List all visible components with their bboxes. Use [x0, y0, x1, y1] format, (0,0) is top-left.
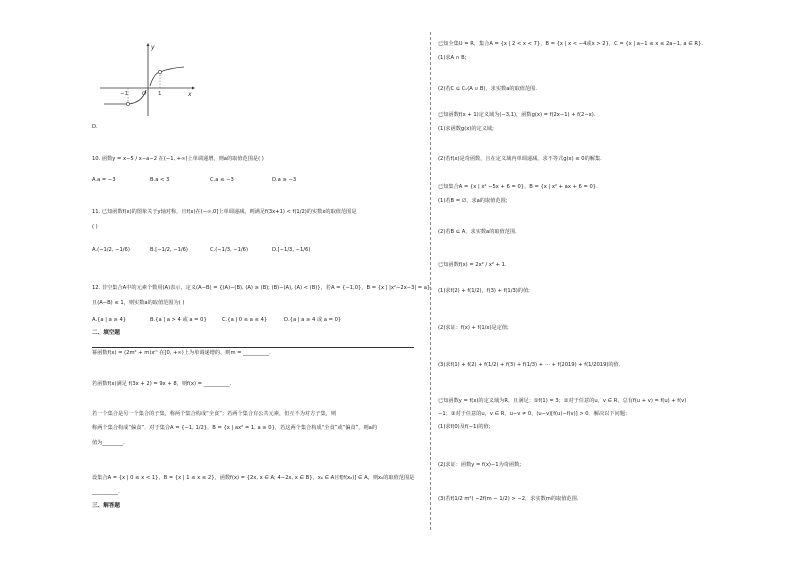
answer-4-part-2: (2)求证：f(x) + f(1/x)是定值; [438, 325, 509, 331]
open-point-left [126, 102, 129, 105]
section-fill-in-heading: 二、填空题 [92, 330, 120, 336]
column-divider [430, 32, 431, 530]
answer-2-part-2: (2)若f(x)是奇函数，且在定义域内单调递减，求不等式g(x) ≤ 0的解集. [438, 156, 602, 162]
answer-2-stem: 已知函数f(x + 1)定义域为(−3,1)，函数g(x) = f(2x−1) + f(2−x). [438, 112, 596, 118]
q11-option-a: A.(−1/2, −1/6) [92, 247, 130, 253]
q12-option-a: A.{a | a ≥ 4} [92, 317, 127, 323]
answer-5-part-1: (1)求f(0)及f(−1)的值; [438, 424, 491, 430]
q11-blank: ( ) [92, 224, 98, 230]
answer-4-stem: 已知函数f(x) = 2x² / x² + 1. [438, 262, 507, 268]
fill-question-1: 幂函数f(x) = (2m² + m)xᵐ 在[0, +∞)上为单调递增的，则m = __________. [92, 350, 271, 356]
fill-question-4-blank: __________. [92, 489, 120, 495]
answer-5-stem-line1: 已知函数y = f(x)的定义域为R，且满足：①f(1) = 3；②对于任意的u，v ∈ R，总有f(u + v) = f(u) + f(v) [438, 398, 687, 404]
q10-option-a: A.a = −3 [92, 177, 116, 183]
answer-3-part-1: (1)若B = ∅，求a的取值范围; [438, 198, 508, 204]
fill-question-4: 设集合A = {x | 0 ≤ x < 1}，B = {x | 1 ≤ x ≤ 2}，函数f(x) = {2x, x ∈ A; 4−2x, x ∈ B}，x₀ ∈ A且f[f(x₀)] ∈ A，则x₀的取值范围是 [92, 475, 415, 481]
question-10: 10. 函数y = x−5 / x−a−2 在(−1, +∞)上单调递增，则a的取值范围是( ) [92, 156, 264, 162]
x-axis-arrow [192, 87, 195, 90]
q12-option-b: B.{a | a > 4 或 a = 0} [150, 317, 207, 323]
q11-option-b: B.[−1/2, −1/6) [150, 247, 188, 253]
x-label: x [188, 91, 192, 98]
section-rule [92, 347, 414, 348]
answer-5-part-3: (3)若f(1/2 m²) −2f(m − 1/2) > −2，求实数m的取值范围. [438, 496, 579, 502]
section-answer-heading: 三、解答题 [92, 503, 120, 509]
answer-1-stem: 已知全集U = R，集合A = {x | 2 < x < 7}，B = {x | x < −4或x > 2}，C = {x | a−1 ≤ x ≤ 2a−1, a ∈ R}. [438, 41, 703, 47]
option-d-label: D. [92, 124, 98, 130]
fill-question-3-line2: 称两个集合构成“偏食”．对于集合A = {−1, 1/2}，B = {x | ax² = 1, a ≥ 0}，若这两个集合构成“全食”或“偏食”，则a的 [92, 425, 378, 431]
q10-option-b: B.a < 3 [150, 177, 170, 183]
fill-question-3-line1: 若一个集合是另一个集合的子集，称两个集合构成“全食”；若两个集合有公共元素，但互不为对方子集，则 [92, 411, 337, 417]
function-graph [98, 40, 196, 118]
q12-option-c: C.{a | 0 ≤ a ≤ 4} [222, 317, 268, 323]
q12-option-d: D.{a | a ≥ 4 或 a = 0} [284, 317, 342, 323]
q10-option-d: D.a ≥ −3 [272, 177, 297, 183]
origin-label: O [142, 91, 147, 97]
question-12-line1: 12. 非空集合A中的元素个数用(A)表示，定义(A−B) = {(A)−(B), (A) ≥ (B); (B)−(A), (A) < (B)}，若A = {−1,0}，B = {x | |x²−2x−3| = a}， [92, 285, 436, 291]
y-label: y [151, 44, 155, 51]
open-point-right [158, 70, 161, 73]
question-12-line2: 且(A−B) ≤ 1，则实数a的取值范围为( ) [92, 300, 185, 306]
fill-question-3-line3: 值为________. [92, 440, 125, 446]
question-11: 11. 已知函数f(x)的图象关于y轴对称，且f(x)在(−∞,0]上单调递减，则满足f(3x+1) < f(1/2)的实数x的取值范围是 [92, 209, 357, 215]
q11-option-d: D.[−1/3, −1/6) [272, 247, 311, 253]
fill-question-2: 若函数f(x)满足 f(3x + 2) = 9x + 8，则f(x) = __________. [92, 381, 232, 387]
y-axis-arrow [147, 43, 150, 46]
answer-3-stem: 已知集合A = {x | x² −5x + 6 = 0}，B = {x | x² + ax + 6 = 0}. [438, 184, 598, 190]
answer-2-part-1: (1)求函数g(x)的定义域; [438, 126, 494, 132]
answer-1-part-1: (1)求A ∩ B; [438, 55, 467, 61]
answer-5-stem-line2: −1；③对于任意的u，v ∈ R，u−v ≠ 0，(u−v)[f(u)−f(v)] > 0．解决以下问题： [438, 411, 631, 417]
answer-3-part-2: (2)若B ⊆ A，求实数a的取值范围. [438, 229, 517, 235]
answer-5-part-2: (2)求证：函数y = f(x)−1为奇函数; [438, 462, 522, 468]
answer-4-part-1: (1)求f(2) + f(1/2)，f(3) + f(1/3)的值; [438, 288, 530, 294]
one-label: 1 [158, 91, 162, 97]
answer-1-part-2: (2)若C ⊆ ∁ᵤ(A ∪ B)，求实数a的取值范围. [438, 86, 537, 92]
q11-option-c: C.(−1/3, −1/6) [210, 247, 249, 253]
neg-one-label: −1 [120, 91, 129, 97]
answer-4-part-3: (3)求f(1) + f(2) + f(1/2) + f(3) + f(1/3) + ⋯ + f(2019) + f(1/2019)的值. [438, 362, 621, 368]
curve-right [150, 67, 184, 86]
q10-option-c: C.a ≤ −3 [210, 177, 234, 183]
